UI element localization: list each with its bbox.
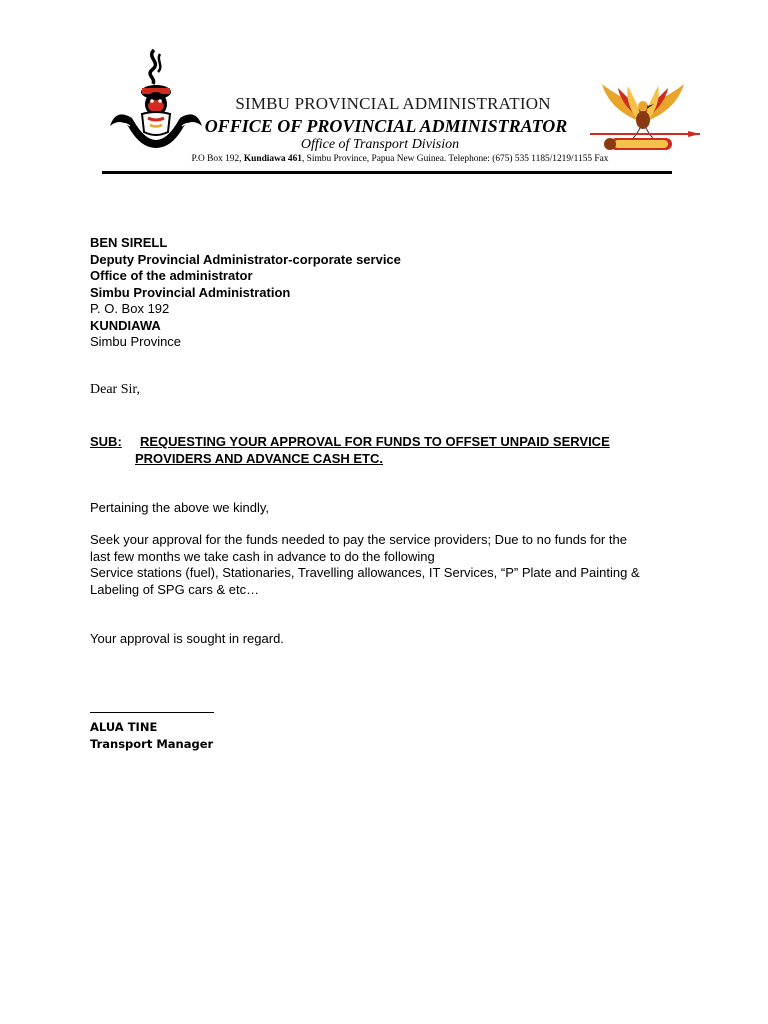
body-request-line-1: Seek your approval for the funds needed to pay the service providers; Due to no funds for the <box>90 532 627 547</box>
letterhead-divider <box>102 171 672 174</box>
recipient-organisation: Simbu Provincial Administration <box>90 284 291 300</box>
body-request-line-2: last few months we take cash in advance to do the following <box>90 548 435 564</box>
body-request-line-4: Labeling of SPG cars & etc… <box>90 581 260 597</box>
letterhead-division: Office of Transport Division <box>300 137 460 152</box>
subject-line-2: PROVIDERS AND ADVANCE CASH ETC. <box>135 451 383 466</box>
address-part2: , Simbu Province, Papua New Guinea. Telephone: (675) 535 1185/1219/1155 Fax <box>301 154 609 164</box>
subject-label: SUB: <box>90 434 122 449</box>
signatory-title: Transport Manager <box>90 737 214 751</box>
png-bird-of-paradise-icon <box>584 76 702 162</box>
recipient-po-box: P. O. Box 192 <box>90 301 170 316</box>
letterhead-title: SIMBU PROVINCIAL ADMINISTRATION <box>235 94 551 113</box>
recipient-position: Deputy Provincial Administrator-corporate service <box>90 251 401 267</box>
body-closing: Your approval is sought in regard. <box>90 631 284 646</box>
recipient-name: BEN SIRELL <box>90 235 168 250</box>
recipient-address <box>90 235 401 351</box>
recipient-town: KUNDIAWA <box>90 317 161 333</box>
address-part1: P.O Box 192, <box>191 154 244 164</box>
salutation: Dear Sir, <box>90 382 140 397</box>
letterhead-office: OFFICE OF PROVINCIAL ADMINISTRATOR <box>204 116 568 136</box>
body-intro: Pertaining the above we kindly, <box>90 500 269 515</box>
signature-line <box>90 712 214 713</box>
body-request <box>90 532 680 598</box>
body-request-line-3: Service stations (fuel), Stationaries, Travelling allowances, IT Services, “P” Plate and Painting & <box>90 565 640 580</box>
signatory-name: ALUA TINE <box>90 720 158 734</box>
subject-line-1: REQUESTING YOUR APPROVAL FOR FUNDS TO OFFSET UNPAID SERVICE <box>140 434 610 449</box>
recipient-office: Office of the administrator <box>90 268 253 283</box>
recipient-province: Simbu Province <box>90 334 182 349</box>
simbu-emblem-icon <box>106 48 206 152</box>
address-town: Kundiawa 461 <box>243 154 302 164</box>
signature-block <box>90 719 213 753</box>
